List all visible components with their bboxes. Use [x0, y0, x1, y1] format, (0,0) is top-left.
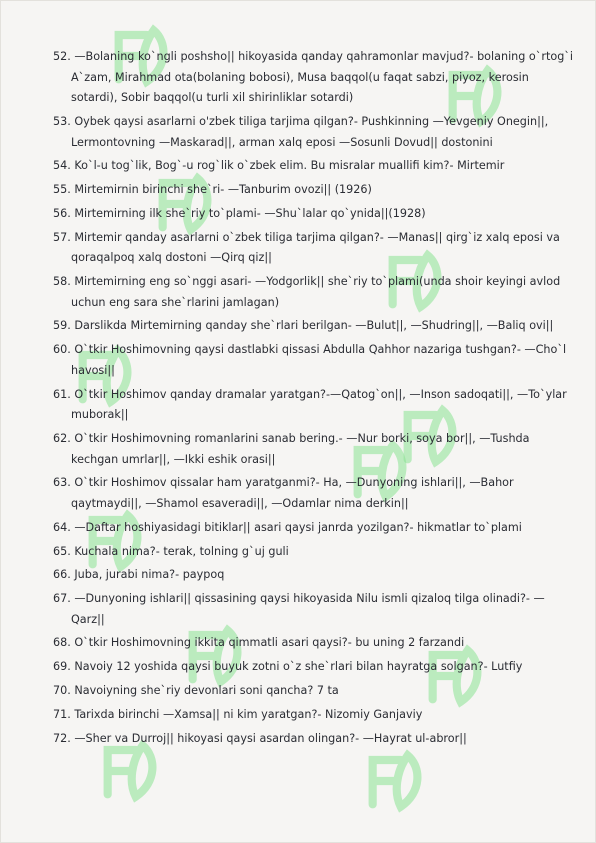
list-item: 55. Mirtemirnin birinchi she`ri- —Tanburim ovozi|| (1926)	[53, 183, 372, 197]
list-item: 56. Mirtemirning ilk she`riy to`plami- —Shu`lalar qo`ynida||(1928)	[53, 206, 426, 220]
list-item: 60. O`tkir Hoshimovning qaysi dastlabki qissasi Abdulla Qahhor nazariga tushgan?- —Cho`l havosi||	[53, 343, 567, 377]
list-item: 67. —Dunyoning ishlari|| qissasining qaysi hikoyasida Nilu ismli qizaloq tilga olinadi?- —Qarz||	[53, 592, 545, 626]
list-item: 64. —Daftar hoshiyasidagi bitiklar|| asari qaysi janrda yozilgan?- hikmatlar to`plami	[53, 520, 522, 534]
list-item: 53. Oybek qaysi asarlarni o'zbek tiliga tarjima qilgan?- Pushkinning —Yevgeniy Onegin||, Lermontovning —Maskarad||, arman xalq eposi —Sosunli Dovud|| dostonini	[53, 114, 549, 149]
list-item: 59. Darslikda Mirtemirning qanday she`rlari berilgan- —Bulut||, —Shudring||, —Baliq ovi||	[53, 319, 554, 333]
list-item: 62. O`tkir Hoshimovning romanlarini sanab bering.- —Nur borki, soya bor||, —Tushda kechgan umrlar||, —Ikki eshik orasi||	[53, 431, 530, 466]
list-item: 52. —Bolaning ko`ngli poshsho|| hikoyasida qanday qahramonlar mavjud?- bolaning o`rtog`i A`zam, Mirahmad ota(bolaning bobosi), Musa baqqol(u faqat sabzi, piyoz, kerosin sotardi), Sobir baqqol(u turli xil shirinliklar sotardi)	[53, 50, 573, 105]
list-item: 71. Tarixda birinchi —Xamsa|| ni kim yaratgan?- Nizomiy Ganjaviy	[53, 707, 423, 721]
list-item: 58. Mirtemirning eng so`nggi asari- —Yodgorlik|| she`riy to`plami(unda shoir keyingi avlod uchun eng sara she`rlarini jamlagan)	[53, 275, 561, 309]
list-item: 69. Navoiy 12 yoshida qaysi buyuk zotni o`z she`rlari bilan hayratga solgan?- Lutfiy	[53, 660, 523, 674]
list-item: 54. Ko`l-u tog`lik, Bog`-u rog`lik o`zbek elim. Bu misralar muallifi kim?- Mirtemir	[53, 159, 505, 173]
list-item: 61. O`tkir Hoshimov qanday dramalar yaratgan?-—Qatog`on||, —Inson sadoqati||, —To`ylar muborak||	[53, 387, 567, 422]
list-item: 70. Navoiyning she`riy devonlari soni qancha? 7 ta	[53, 684, 339, 697]
list-item: 66. Juba, jurabi nima?- paypoq	[53, 568, 225, 582]
leaf-logo-icon	[361, 746, 431, 816]
list-item: 57. Mirtemir qanday asarlarni o`zbek tiliga tarjima qilgan?- —Manas|| qirg`iz xalq eposi va qoraqalpoq xalq dostoni —Qirq qiz||	[53, 230, 560, 265]
list-item: 72. —Sher va Durroj|| hikoyasi qaysi asardan olingan?- —Hayrat ul-abror||	[53, 731, 467, 745]
list-item: 65. Kuchala nima?- terak, tolning g`uj guli	[53, 544, 289, 558]
list-item: 68. O`tkir Hoshimovning ikkita qimmatli asari qaysi?- bu uning 2 farzandi	[53, 636, 465, 650]
question-list	[53, 47, 573, 752]
list-item: 63. O`tkir Hoshimov qissalar ham yaratganmi?- Ha, —Dunyoning ishlari||, —Bahor qaytmaydi||, —Shamol esaveradi||, —Odamlar nima derkin||	[53, 476, 514, 510]
